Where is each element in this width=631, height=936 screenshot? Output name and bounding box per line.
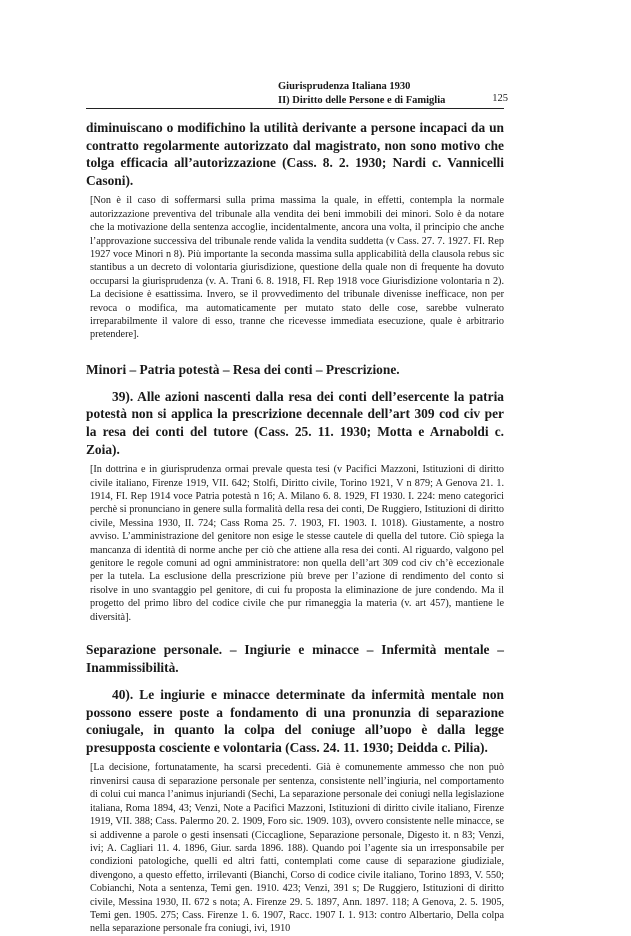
running-head-journal: Giurisprudenza Italiana 1930 [278,81,411,92]
maxim-number-40: 40). [112,687,134,703]
note-39: [In dottrina e in giurisprudenza ormai prevale questa tesi (v Pacifici Mazzoni, Istituzioni di diritto civile italiano, Firenze 1919, VII. 642; Stolfi, Diritto civile, Torino 1921, V n 879; A Genova 21. 1. 1914, FI. Rep 1914 voce Patria potestà n 16; A. Milano 6. 8. 1929, FI 1930. I. 224: meno categorici perchè si pronunciano in genere sulla formalità della resa dei conti, De Ruggiero, Istituzioni di diritto civile, Messina 1930, II. 724; Cass Roma 25. 7. 1903, FI. 1903. I. 1018). Giustamente, a nostro avviso. L’amministrazione del genitore non esige le stesse cautele di quella del tutore. Ciò spiega la mancanza di identità di norme anche per ciò che attiene alla resa dei conti. Al riguardo, valgono pel genitore le regole comuni ad ogni amministratore: non quella dell’art 309 cod civ ch’è eccezionale per la tutela. La esclusione della prescrizione più breve per l’azione di rendimento del conto si risolve in uno svantaggio pel genitore, di cui fu proposta la eliminazione de jure condendo. Ma il progetto del primo libro del codice civile che pur rimaneggia la materia (v. art 457), mantiene le diversità]. [90,464,504,623]
maxim-text-40: Le ingiurie e minacce determinate da infermità mentale non possono essere poste a fondamento di una pronunzia di separazione coniugale, in quanto la colpa del coniuge all’uopo è dalla legge presupposta cosciente e volontaria (Cass. 24. 11. 1930; Deidda c. Pilia). [86,687,504,755]
maxim-39 [86,388,504,458]
page-number: 125 [492,93,508,104]
running-head [278,80,498,108]
running-head-section: II) Diritto delle Persone e di Famiglia [278,95,446,106]
note-40: [La decisione, fortunatamente, ha scarsi precedenti. Già è comunemente ammesso che non può rinvenirsi causa di separazione personale per sentenza, consistente nell’ingiuria, nel comportamento di colui cui manca l’animus injuriandi (Sechi, La separazione personale dei coniugi nella legislazione italiana, Roma 1894, 43; Venzi, Note a Pacifici Mazzoni, Istituzioni di diritto civile italiano, Firenze 1919, VII. 388; Cass. Palermo 20. 2. 1909, Foro sic. 1909. 103), ovvero consistente nelle minacce, se si addivenne a parole o gesti insensati (Ciccaglione, Separazione personale, Digesto it. n 83; Venzi, ivi; A. Cagliari 11. 4. 1896, Giur. sarda 1896. 188). Quando poi l’agente sia un irresponsabile per condizioni patologiche, quelli ed altri fatti, contemplati come cause di separazione giudiziale, divengono, a questo effetto, irrilevanti (Bianchi, Corso di codice civile italiano, Torino 1893, V. 550; Cobianchi, Nota a sentenza, Temi gen. 1910. 423; Venzi, 391 s; De Ruggiero, Istituzioni di diritto civile, Messina 1930, II. 672 s nota; A. Firenze 29. 5. 1897, Ann. 1897. 118; A Genova, 2. 5. 1905, Temi gen. 1905. 275; Cass. Firenze 1. 6. 1907, Racc. 1907 I. 1. 913: contro Albertario, Della colpa nella separazione personale fra coniugi, ivi, 1910 [90,762,504,935]
section-heading-39: Minori – Patria potestà – Resa dei conti – Prescrizione. [86,361,400,377]
section-heading-40: Separazione personale. – Ingiurie e minacce – Infermità mentale – Inammissibilità. [86,642,504,676]
header-rule [86,108,504,109]
maxim-40 [86,686,504,756]
intro-note: [Non è il caso di soffermarsi sulla prima massima la quale, in effetti, contempla la normale autorizzazione preventiva del tribunale alla vendita dei beni immobili dei minori. Solo è da notare che la motivazione della sentenza accoglie, incidentalmente, ancora una volta, il principio che anche l’approvazione successiva del tribunale rende valida la vendita suddetta (v Cass. 27. 7. 1927. FI. Rep 1927 voce Minori n 8). Più importante la seconda massima sulla applicabilità della clausola rebus sic stantibus a un decreto di volontaria giurisdizione, questione della quale non di frequente ha dovuto occuparsi la giurisprudenza (v. A. Trani 6. 8. 1918, FI. Rep 1918 voce Giurisdizione volontaria n 2). La decisione è esattissima. Invero, se il provvedimento del tribunale divenisse inefficace, non per revoca o modifica, ma automaticamente per mutato stato delle cose, sarebbe vulnerato irreparabilmente il valore di esso, tranne che ricevesse immediata esecuzione, quale è arbitrario pretendere]. [90,195,504,341]
page-body [86,119,504,936]
maxim-number-39: 39). [112,388,134,404]
maxim-text-39: Alle azioni nascenti dalla resa dei conti dell’esercente la patria potestà non si applica la prescrizione decennale dell’art 309 cod civ per la resa dei conti del tutore (Cass. 25. 11. 1930; Motta e Arnaboldi c. Zoia). [86,388,505,457]
intro-maxim: diminuiscano o modifichino la utilità derivante a persone incapaci da un contratto regolarmente autorizzato dal magistrato, non sono motivo che tolga efficacia all’autorizzazione (Cass. 8. 2. 1930; Nardi c. Vannicelli Casoni). [86,120,504,188]
